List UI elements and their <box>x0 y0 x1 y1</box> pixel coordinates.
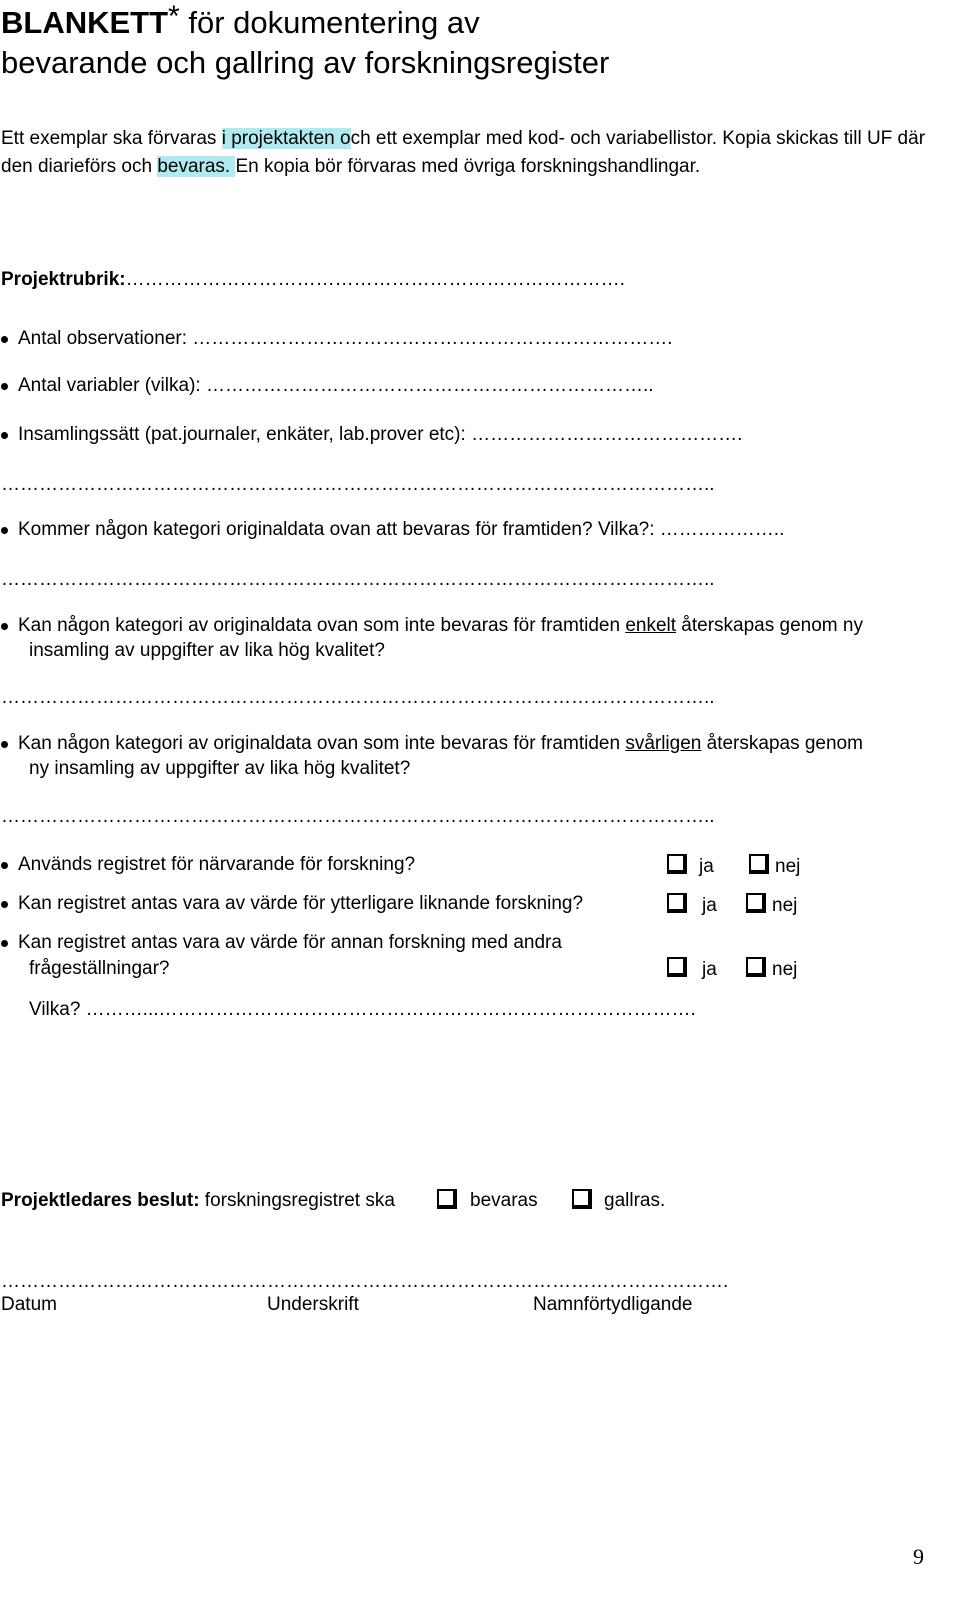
anvands-ja-checkbox[interactable] <box>667 854 687 874</box>
insamling-label: Insamlingssätt (pat.journaler, enkäter, lab.prover etc): <box>18 424 466 445</box>
form-title-line2: bevarande och gallring av forskningsregister <box>1 45 610 80</box>
anvands-label: Används registret för närvarande för forskning? <box>18 854 416 875</box>
observationer-dots: …………………………………………………………………. <box>192 328 673 349</box>
datum-label: Datum <box>1 1294 57 1315</box>
enkelt-answer-line[interactable]: ………………………………………………………………………………………………….. <box>1 687 715 708</box>
intro-highlight2: bevaras. <box>157 156 236 177</box>
projektrubrik-dots: ……………………………………………………………………. <box>125 269 625 290</box>
bullet-icon <box>1 623 8 630</box>
signature-line[interactable]: ……………………………………………………………………………………………………. <box>1 1271 729 1292</box>
bullet-icon <box>1 383 8 390</box>
beslut-label: Projektledares beslut: <box>1 1190 200 1211</box>
anvands-nej-label: nej <box>775 856 801 877</box>
enkelt-pre: Kan någon kategori av originaldata ovan som inte bevaras för framtiden <box>18 615 626 636</box>
svarligen-pre: Kan någon kategori av originaldata ovan som inte bevaras för framtiden <box>18 733 626 754</box>
bullet-icon <box>1 901 8 908</box>
bevaras-checkbox[interactable] <box>437 1189 457 1209</box>
variabler-row[interactable] <box>18 374 654 398</box>
vilka-row[interactable] <box>29 998 696 1022</box>
annan-ja-checkbox[interactable] <box>667 957 687 977</box>
ytterligare-ja-checkbox[interactable] <box>667 893 687 913</box>
bevaras-option-label: bevaras <box>470 1190 538 1211</box>
bullet-icon <box>1 432 8 439</box>
bullet-icon <box>1 741 8 748</box>
page-number: 9 <box>913 1544 924 1569</box>
gallras-option-label: gallras. <box>604 1190 666 1211</box>
vilka-dots: ………...…………………………………………………………………………. <box>80 999 696 1020</box>
beslut-row <box>1 1189 395 1213</box>
bullet-icon <box>1 940 8 947</box>
observationer-row[interactable] <box>18 327 673 351</box>
bevaras-dots: ……………….. <box>659 519 785 540</box>
namnfortydligande-label: Namnförtydligande <box>533 1294 693 1315</box>
gallras-checkbox[interactable] <box>572 1189 592 1209</box>
form-title-line1 <box>1 2 480 44</box>
annan-ja-label: ja <box>702 959 717 980</box>
svarligen-question-line2: ny insamling av uppgifter av lika hög kvalitet? <box>29 758 411 779</box>
bullet-icon <box>1 862 8 869</box>
bevaras-label: Kommer någon kategori originaldata ovan att bevaras för framtiden? Vilka?: <box>18 519 655 540</box>
title-asterisk: * <box>168 0 180 33</box>
bevaras-row[interactable] <box>18 518 784 542</box>
insamling-continuation-line[interactable]: ………………………………………………………………………………………………….. <box>1 474 715 495</box>
annan-label-line1: Kan registret antas vara av värde för annan forskning med andra <box>18 932 562 953</box>
annan-nej-checkbox[interactable] <box>746 957 766 977</box>
annan-nej-label: nej <box>772 959 798 980</box>
ytterligare-label: Kan registret antas vara av värde för ytterligare liknande forskning? <box>18 893 584 914</box>
insamling-dots: ……………………………………. <box>471 424 743 445</box>
svarligen-question-line1 <box>18 732 863 756</box>
variabler-label: Antal variabler (vilka): <box>18 375 201 396</box>
bevaras-continuation-line[interactable]: ………………………………………………………………………………………………….. <box>1 569 715 590</box>
ytterligare-nej-label: nej <box>772 895 798 916</box>
form-title-rest: för dokumentering av <box>179 5 480 40</box>
intro-paragraph <box>1 125 930 181</box>
intro-part2: ch ett exemplar med kod- och variabellistor. Kopia skickas till UF där den diarieförs och <box>1 128 926 177</box>
projektrubrik-row[interactable] <box>1 268 625 292</box>
enkelt-question-line2: insamling av uppgifter av lika hög kvalitet? <box>29 640 385 661</box>
anvands-nej-checkbox[interactable] <box>749 854 769 874</box>
enkelt-question-line1 <box>18 614 863 638</box>
insamling-row[interactable] <box>18 423 742 447</box>
svarligen-answer-line[interactable]: ………………………………………………………………………………………………….. <box>1 806 715 827</box>
intro-highlight1: i projektakten o <box>221 128 351 149</box>
beslut-text: forskningsregistret ska <box>199 1190 395 1211</box>
enkelt-post: återskapas genom ny <box>676 615 863 636</box>
ytterligare-ja-label: ja <box>702 895 717 916</box>
ytterligare-nej-checkbox[interactable] <box>746 893 766 913</box>
annan-label-line2: frågeställningar? <box>29 958 170 979</box>
bullet-icon <box>1 527 8 534</box>
svarligen-post: återskapas genom <box>701 733 863 754</box>
vilka-label: Vilka? <box>29 999 81 1020</box>
form-title-bold: BLANKETT <box>1 5 169 40</box>
bullet-icon <box>1 336 8 343</box>
anvands-ja-label: ja <box>699 856 714 877</box>
svarligen-underlined: svårligen <box>625 733 702 754</box>
projektrubrik-label: Projektrubrik: <box>1 269 126 290</box>
enkelt-underlined: enkelt <box>625 615 677 636</box>
observationer-label: Antal observationer: <box>18 328 187 349</box>
variabler-dots: …………………………………………………………….. <box>205 375 654 396</box>
underskrift-label: Underskrift <box>267 1294 359 1315</box>
intro-part3: En kopia bör förvaras med övriga forskningshandlingar. <box>235 156 701 177</box>
intro-part1: Ett exemplar ska förvaras <box>1 128 222 149</box>
